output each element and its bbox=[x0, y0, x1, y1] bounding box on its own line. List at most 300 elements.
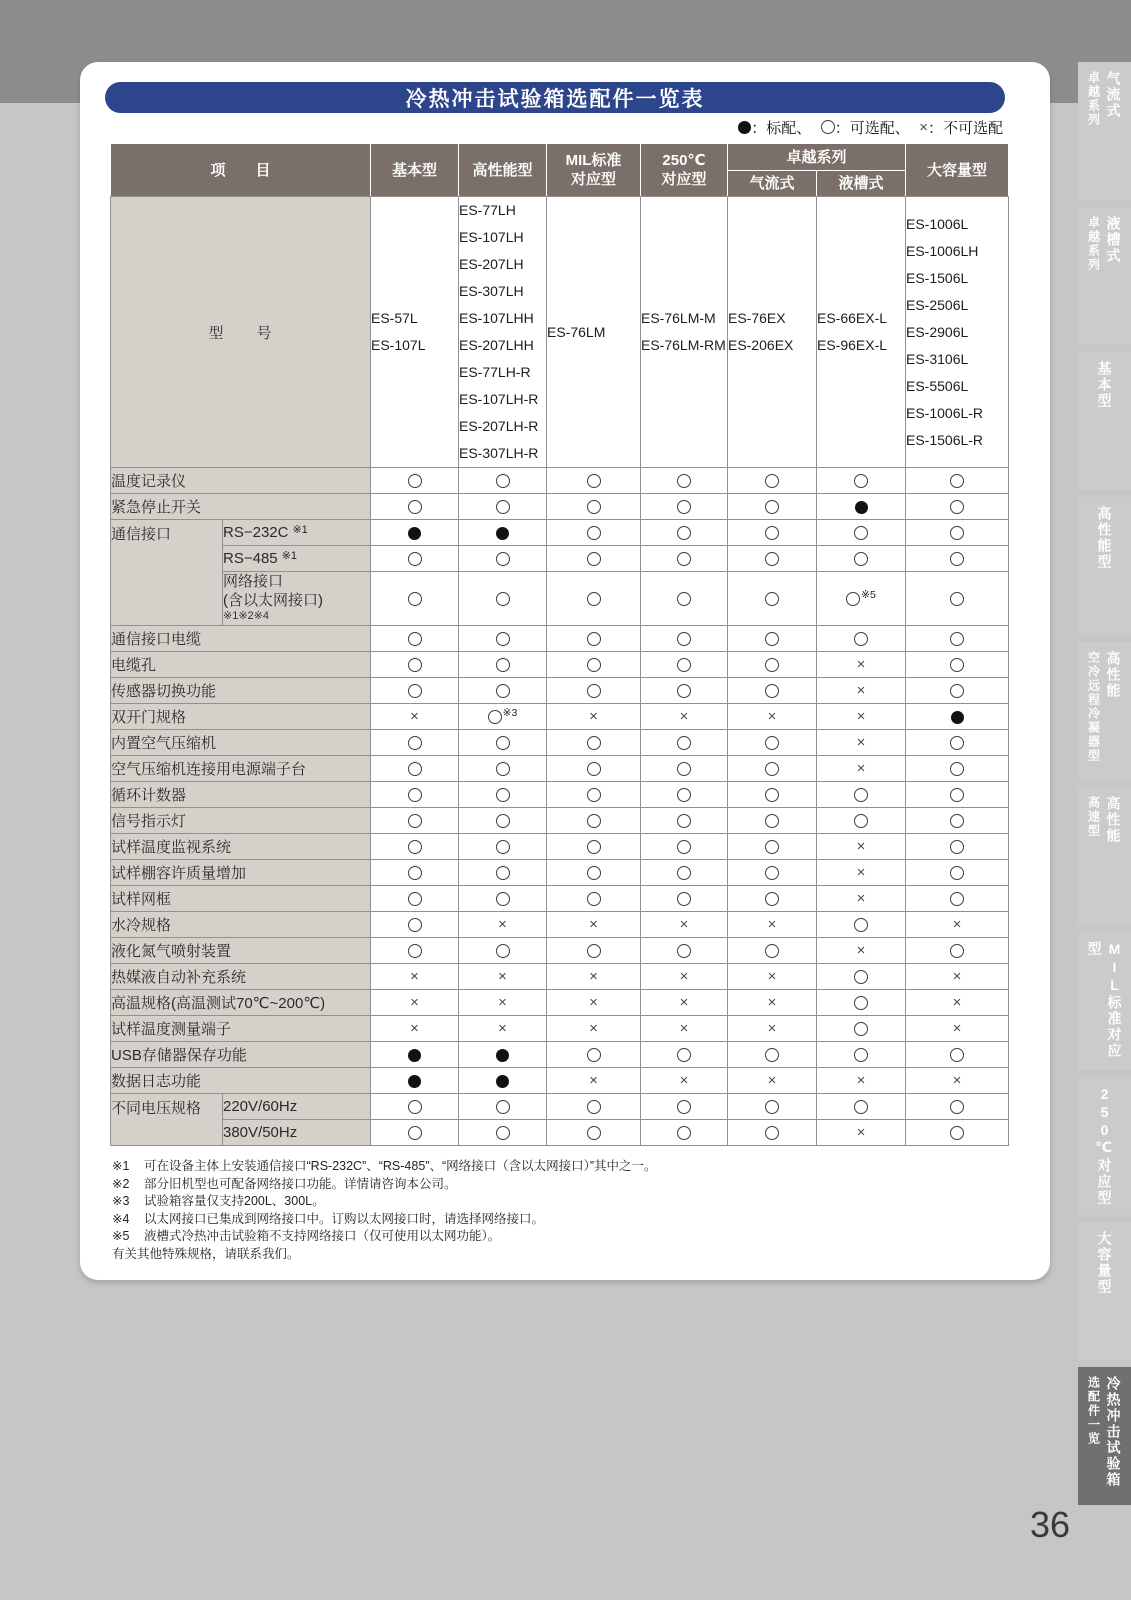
optional-circle-symbol bbox=[854, 632, 868, 646]
option-cell bbox=[641, 572, 728, 626]
unavailable-cross-symbol: × bbox=[856, 656, 866, 674]
column-header-liquid-tank: 液槽式 bbox=[817, 171, 906, 197]
optional-circle-symbol bbox=[677, 1126, 691, 1140]
table-row bbox=[111, 964, 1009, 990]
optional-circle-symbol bbox=[677, 892, 691, 906]
optional-circle-symbol bbox=[496, 1126, 510, 1140]
optional-circle-symbol bbox=[677, 552, 691, 566]
sidebar-tab-main-label: 高性能 bbox=[1105, 796, 1122, 844]
optional-circle-symbol bbox=[587, 552, 601, 566]
table-row bbox=[111, 1120, 1009, 1146]
option-cell bbox=[641, 1042, 728, 1068]
optional-circle-symbol bbox=[765, 1048, 779, 1062]
unavailable-cross-symbol: × bbox=[856, 1072, 866, 1090]
option-cell bbox=[371, 704, 459, 730]
option-cell bbox=[906, 1042, 1009, 1068]
optional-circle-symbol bbox=[677, 632, 691, 646]
column-header-basic: 基本型 bbox=[371, 144, 459, 197]
option-cell bbox=[817, 912, 906, 938]
row-label: 水冷规格 bbox=[111, 912, 371, 938]
option-cell bbox=[906, 912, 1009, 938]
row-label: 温度记录仪 bbox=[111, 468, 371, 494]
option-cell bbox=[459, 1016, 547, 1042]
sidebar-tab-8 bbox=[1078, 1077, 1131, 1215]
sidebar-tab-main-label: MIL标准对应型 bbox=[1086, 941, 1123, 1059]
row-label: 数据日志功能 bbox=[111, 1068, 371, 1094]
legend-label: ：可选配、 bbox=[834, 119, 918, 137]
option-cell bbox=[817, 990, 906, 1016]
row-sub-label-line: (含以太网接口) bbox=[223, 592, 323, 609]
option-cell bbox=[906, 546, 1009, 572]
option-cell bbox=[371, 756, 459, 782]
option-cell bbox=[728, 834, 817, 860]
footnote-line bbox=[112, 1176, 1022, 1194]
option-cell bbox=[547, 494, 641, 520]
footnote-line bbox=[112, 1193, 1022, 1211]
optional-circle-symbol bbox=[854, 788, 868, 802]
option-cell bbox=[459, 704, 547, 730]
footnote-line bbox=[112, 1211, 1022, 1229]
sidebar-tab-main-label: 气流式 bbox=[1105, 71, 1122, 119]
option-cell bbox=[641, 546, 728, 572]
option-cell bbox=[459, 468, 547, 494]
unavailable-cross-symbol: × bbox=[589, 916, 598, 934]
optional-circle-symbol bbox=[765, 866, 779, 880]
optional-circle-symbol bbox=[496, 1100, 510, 1114]
row-label: 试样网框 bbox=[111, 886, 371, 912]
optional-circle-symbol bbox=[587, 592, 601, 606]
table-row bbox=[111, 1068, 1009, 1094]
unavailable-cross-symbol: × bbox=[589, 1072, 598, 1090]
sidebar-tab-main-label: 冷热冲击试验箱 bbox=[1105, 1376, 1122, 1488]
table-row bbox=[111, 546, 1009, 572]
model-row-label: 型 号 bbox=[111, 197, 371, 468]
option-cell bbox=[817, 652, 906, 678]
optional-circle-symbol bbox=[950, 632, 964, 646]
model-number: ES-207LH bbox=[459, 256, 524, 272]
optional-circle-symbol bbox=[496, 814, 510, 828]
optional-circle-symbol bbox=[677, 866, 691, 880]
unavailable-cross-symbol: × bbox=[767, 1072, 777, 1090]
optional-circle-symbol bbox=[587, 1126, 601, 1140]
option-cell bbox=[728, 808, 817, 834]
unavailable-cross-symbol: × bbox=[952, 916, 962, 934]
optional-circle-symbol bbox=[408, 736, 422, 750]
table-row bbox=[111, 1016, 1009, 1042]
option-cell bbox=[371, 990, 459, 1016]
model-number: ES-107LH bbox=[459, 229, 524, 245]
page-number: 36 bbox=[1030, 1504, 1071, 1545]
optional-circle-symbol bbox=[677, 474, 691, 488]
optional-circle-symbol bbox=[677, 500, 691, 514]
option-cell bbox=[728, 468, 817, 494]
standard-dot-symbol bbox=[408, 1049, 421, 1062]
optional-circle-symbol bbox=[765, 788, 779, 802]
option-cell bbox=[641, 468, 728, 494]
unavailable-cross-symbol: × bbox=[856, 760, 866, 778]
model-cell bbox=[459, 197, 547, 468]
model-number: ES-207LHH bbox=[459, 337, 534, 353]
optional-circle-symbol bbox=[677, 944, 691, 958]
option-cell bbox=[817, 756, 906, 782]
optional-circle-symbol bbox=[408, 944, 422, 958]
unavailable-cross-symbol: × bbox=[952, 1072, 962, 1090]
optional-circle-symbol bbox=[408, 592, 422, 606]
unavailable-cross-symbol: × bbox=[498, 1020, 507, 1038]
option-cell bbox=[371, 886, 459, 912]
option-cell bbox=[728, 860, 817, 886]
option-cell bbox=[728, 678, 817, 704]
option-cell bbox=[906, 964, 1009, 990]
model-number: ES-2906L bbox=[906, 323, 969, 340]
legend bbox=[738, 117, 1005, 137]
optional-circle-symbol bbox=[950, 1048, 964, 1062]
unavailable-cross-symbol: × bbox=[679, 994, 689, 1012]
option-cell bbox=[906, 494, 1009, 520]
option-cell bbox=[817, 572, 906, 626]
option-cell bbox=[906, 860, 1009, 886]
optional-circle-symbol bbox=[677, 736, 691, 750]
catalog-page-card bbox=[80, 62, 1050, 1280]
model-number: ES-57L bbox=[371, 310, 418, 326]
unavailable-cross-symbol: × bbox=[952, 968, 962, 986]
option-cell bbox=[817, 782, 906, 808]
optional-circle-symbol bbox=[765, 944, 779, 958]
option-cell bbox=[817, 1094, 906, 1120]
option-cell bbox=[459, 730, 547, 756]
option-cell bbox=[459, 1120, 547, 1146]
optional-circle-symbol bbox=[765, 1126, 779, 1140]
option-cell bbox=[547, 1042, 641, 1068]
optional-circle-symbol bbox=[587, 658, 601, 672]
option-cell bbox=[459, 782, 547, 808]
sidebar-tab-7 bbox=[1078, 932, 1131, 1070]
option-cell bbox=[547, 964, 641, 990]
row-sub-label-line: 网络接口 bbox=[223, 573, 284, 590]
optional-circle-symbol bbox=[496, 500, 510, 514]
unavailable-cross-symbol: × bbox=[589, 708, 598, 726]
option-cell bbox=[906, 834, 1009, 860]
optional-circle-symbol bbox=[408, 552, 422, 566]
option-cell bbox=[371, 964, 459, 990]
option-cell bbox=[817, 626, 906, 652]
option-cell bbox=[371, 834, 459, 860]
optional-circle-symbol bbox=[496, 892, 510, 906]
header-line: 对应型 bbox=[661, 171, 707, 188]
model-number: ES-77LH-R bbox=[459, 364, 531, 380]
optional-circle-symbol bbox=[765, 1100, 779, 1114]
option-cell bbox=[906, 520, 1009, 546]
optional-circle-symbol bbox=[765, 592, 779, 606]
option-cell bbox=[728, 494, 817, 520]
option-cell bbox=[817, 678, 906, 704]
unavailable-cross-symbol: × bbox=[589, 1020, 598, 1038]
optional-circle-symbol bbox=[677, 1100, 691, 1114]
optional-circle-symbol bbox=[765, 814, 779, 828]
optional-circle-symbol bbox=[587, 632, 601, 646]
option-cell bbox=[459, 756, 547, 782]
option-cell bbox=[371, 808, 459, 834]
optional-circle-symbol bbox=[950, 1126, 964, 1140]
option-cell bbox=[547, 938, 641, 964]
optional-circle-symbol bbox=[950, 866, 964, 880]
row-label: 双开门规格 bbox=[111, 704, 371, 730]
optional-circle-symbol bbox=[408, 918, 422, 932]
optional-circle-symbol bbox=[496, 474, 510, 488]
sidebar-tab-main-label: 液槽式 bbox=[1105, 216, 1122, 264]
option-cell bbox=[906, 886, 1009, 912]
option-cell bbox=[906, 756, 1009, 782]
option-cell bbox=[728, 990, 817, 1016]
sidebar-tab-sub-label: 卓越系列 bbox=[1086, 216, 1101, 272]
unavailable-cross-symbol: × bbox=[679, 968, 689, 986]
option-cell bbox=[371, 1016, 459, 1042]
model-cell bbox=[728, 197, 817, 468]
option-cell bbox=[641, 912, 728, 938]
optional-circle-symbol bbox=[408, 474, 422, 488]
header-line: MIL标准 bbox=[565, 152, 622, 169]
unavailable-cross-symbol: × bbox=[767, 708, 777, 726]
optional-circle-symbol bbox=[677, 1048, 691, 1062]
footnote-text: 部分旧机型也可配备网络接口功能。详情请咨询本公司。 bbox=[144, 1176, 457, 1191]
unavailable-cross-symbol: × bbox=[952, 994, 962, 1012]
option-cell bbox=[641, 938, 728, 964]
row-sub-label-note: ※1※2※4 bbox=[223, 610, 270, 622]
standard-dot-symbol bbox=[496, 527, 509, 540]
option-cell bbox=[547, 1120, 641, 1146]
optional-circle-symbol bbox=[765, 892, 779, 906]
optional-circle-symbol bbox=[496, 944, 510, 958]
option-cell bbox=[817, 860, 906, 886]
option-cell bbox=[906, 572, 1009, 626]
option-cell bbox=[728, 652, 817, 678]
row-sub-label-text: RS−485 bbox=[223, 550, 278, 567]
option-cell bbox=[371, 1120, 459, 1146]
sidebar-tab-sub-label: 选配件一览 bbox=[1086, 1376, 1101, 1446]
option-cell bbox=[547, 782, 641, 808]
optional-circle-symbol bbox=[677, 592, 691, 606]
option-cell bbox=[728, 572, 817, 626]
option-cell bbox=[728, 730, 817, 756]
model-number: ES-1506L-R bbox=[906, 431, 984, 448]
option-cell bbox=[817, 546, 906, 572]
row-label: 内置空气压缩机 bbox=[111, 730, 371, 756]
option-cell bbox=[547, 652, 641, 678]
unavailable-cross-symbol: × bbox=[856, 682, 866, 700]
model-number: ES-206EX bbox=[728, 337, 794, 353]
sidebar-tab-1 bbox=[1078, 62, 1131, 200]
sidebar-tab-2 bbox=[1078, 207, 1131, 345]
sidebar-tab-main-label: 大容量型 bbox=[1096, 1231, 1113, 1295]
option-cell bbox=[371, 730, 459, 756]
model-number: ES-1006L-R bbox=[906, 404, 984, 421]
optional-circle-symbol bbox=[854, 1022, 868, 1036]
optional-circle-symbol bbox=[950, 814, 964, 828]
option-cell bbox=[817, 730, 906, 756]
footnote-text: 可在设备主体上安装通信接口“RS-232C”、“RS-485”、“网络接口（含以太网接口）”其中之一。 bbox=[144, 1159, 657, 1173]
unavailable-cross-symbol: × bbox=[679, 1072, 689, 1090]
unavailable-cross-symbol: × bbox=[410, 994, 419, 1012]
optional-circle-symbol bbox=[765, 474, 779, 488]
optional-circle-symbol bbox=[950, 592, 964, 606]
model-row bbox=[111, 197, 1009, 468]
option-cell bbox=[728, 1094, 817, 1120]
option-cell bbox=[906, 782, 1009, 808]
option-cell bbox=[817, 808, 906, 834]
option-cell bbox=[641, 782, 728, 808]
row-label: 循环计数器 bbox=[111, 782, 371, 808]
option-cell bbox=[728, 964, 817, 990]
table-row bbox=[111, 626, 1009, 652]
sidebar-tab-5 bbox=[1078, 642, 1131, 780]
optional-circle-symbol bbox=[765, 500, 779, 514]
optional-circle-symbol bbox=[677, 658, 691, 672]
option-cell bbox=[547, 1094, 641, 1120]
model-cell bbox=[906, 197, 1009, 468]
option-cell bbox=[547, 546, 641, 572]
option-cell bbox=[641, 1016, 728, 1042]
optional-circle-symbol bbox=[496, 552, 510, 566]
optional-circle-symbol bbox=[854, 1100, 868, 1114]
option-cell bbox=[547, 626, 641, 652]
page-title: 冷热冲击试验箱选配件一览表 bbox=[105, 82, 1005, 113]
option-cell bbox=[728, 938, 817, 964]
model-number: ES-207LH-R bbox=[459, 418, 539, 434]
model-number: ES-76LM-RM bbox=[641, 337, 726, 353]
option-cell bbox=[371, 860, 459, 886]
option-cell bbox=[459, 494, 547, 520]
option-cell bbox=[728, 1120, 817, 1146]
optional-circle-symbol bbox=[950, 788, 964, 802]
model-number: ES-76LM-M bbox=[641, 310, 716, 326]
model-number: ES-76LM bbox=[547, 323, 606, 340]
option-cell bbox=[641, 860, 728, 886]
option-cell bbox=[459, 808, 547, 834]
option-cell bbox=[728, 1016, 817, 1042]
model-cell bbox=[547, 197, 641, 468]
option-cell bbox=[547, 756, 641, 782]
unavailable-cross-symbol: × bbox=[856, 838, 866, 856]
option-cell bbox=[906, 468, 1009, 494]
footnote-text: 试验箱容量仅支持200L、300L。 bbox=[144, 1194, 325, 1208]
row-sub-label-text: 220V/60Hz bbox=[223, 1098, 298, 1115]
option-cell bbox=[547, 468, 641, 494]
optional-circle-symbol bbox=[496, 866, 510, 880]
standard-dot-symbol bbox=[738, 121, 751, 134]
cell-footnote-ref: ※3 bbox=[502, 707, 518, 719]
optional-circle-symbol bbox=[408, 1126, 422, 1140]
footnote-marker: ※5 bbox=[112, 1229, 130, 1243]
optional-circle-symbol bbox=[950, 892, 964, 906]
optional-circle-symbol bbox=[950, 474, 964, 488]
option-cell bbox=[906, 1094, 1009, 1120]
option-cell bbox=[459, 652, 547, 678]
optional-circle-symbol bbox=[950, 840, 964, 854]
optional-circle-symbol bbox=[587, 788, 601, 802]
option-cell bbox=[459, 678, 547, 704]
option-cell bbox=[459, 626, 547, 652]
sidebar-tab-sub-label: 卓越系列 bbox=[1086, 71, 1101, 127]
table-row bbox=[111, 756, 1009, 782]
row-label: USB存储器保存功能 bbox=[111, 1042, 371, 1068]
option-cell bbox=[641, 1068, 728, 1094]
table-row bbox=[111, 782, 1009, 808]
row-label: 电缆孔 bbox=[111, 652, 371, 678]
legend-label: ：不可选配 bbox=[927, 119, 1003, 137]
option-cell bbox=[817, 1068, 906, 1094]
sidebar-tab-main-label: 250℃对应型 bbox=[1096, 1086, 1113, 1206]
footnote-line bbox=[112, 1158, 1022, 1176]
sidebar-tab-3 bbox=[1078, 352, 1131, 490]
option-cell bbox=[641, 886, 728, 912]
optional-circle-symbol bbox=[765, 840, 779, 854]
option-cell bbox=[906, 730, 1009, 756]
model-number: ES-307LH-R bbox=[459, 445, 539, 461]
optional-circle-symbol bbox=[496, 684, 510, 698]
optional-circle-symbol bbox=[587, 526, 601, 540]
unavailable-cross-symbol: × bbox=[410, 708, 419, 726]
row-group-label: 通信接口 bbox=[111, 520, 223, 626]
optional-circle-symbol bbox=[950, 526, 964, 540]
option-cell bbox=[728, 520, 817, 546]
optional-circle-symbol bbox=[854, 814, 868, 828]
unavailable-cross-symbol: × bbox=[498, 916, 507, 934]
option-cell bbox=[906, 1120, 1009, 1146]
optional-circle-symbol bbox=[488, 710, 502, 724]
sidebar-tab-4 bbox=[1078, 497, 1131, 635]
unavailable-cross-symbol: × bbox=[919, 118, 928, 136]
table-row bbox=[111, 494, 1009, 520]
option-cell bbox=[817, 834, 906, 860]
option-cell bbox=[371, 1068, 459, 1094]
optional-circle-symbol bbox=[408, 632, 422, 646]
optional-circle-symbol bbox=[587, 474, 601, 488]
option-cell bbox=[641, 704, 728, 730]
footnotes bbox=[112, 1158, 1022, 1263]
option-cell bbox=[728, 912, 817, 938]
optional-circle-symbol bbox=[765, 552, 779, 566]
optional-circle-symbol bbox=[587, 1048, 601, 1062]
option-cell bbox=[728, 756, 817, 782]
column-header-excellence-series: 卓越系列 bbox=[728, 144, 906, 171]
option-cell bbox=[728, 704, 817, 730]
unavailable-cross-symbol: × bbox=[679, 916, 689, 934]
optional-circle-symbol bbox=[854, 996, 868, 1010]
unavailable-cross-symbol: × bbox=[856, 942, 866, 960]
row-label: 热媒液自动补充系统 bbox=[111, 964, 371, 990]
header-line: 对应型 bbox=[570, 171, 616, 188]
optional-circle-symbol bbox=[677, 762, 691, 776]
optional-circle-symbol bbox=[854, 552, 868, 566]
model-number: ES-107LH-R bbox=[459, 391, 539, 407]
option-cell bbox=[906, 990, 1009, 1016]
option-cell bbox=[906, 808, 1009, 834]
table-row bbox=[111, 808, 1009, 834]
option-cell bbox=[817, 964, 906, 990]
table-row bbox=[111, 860, 1009, 886]
option-cell bbox=[547, 704, 641, 730]
optional-circle-symbol bbox=[854, 918, 868, 932]
optional-circle-symbol bbox=[765, 658, 779, 672]
option-cell bbox=[547, 520, 641, 546]
optional-circle-symbol bbox=[408, 788, 422, 802]
column-header-250c bbox=[641, 144, 728, 197]
optional-circle-symbol bbox=[765, 762, 779, 776]
optional-circle-symbol bbox=[950, 552, 964, 566]
option-cell bbox=[371, 912, 459, 938]
column-header-airflow: 气流式 bbox=[728, 171, 817, 197]
option-cell bbox=[547, 860, 641, 886]
